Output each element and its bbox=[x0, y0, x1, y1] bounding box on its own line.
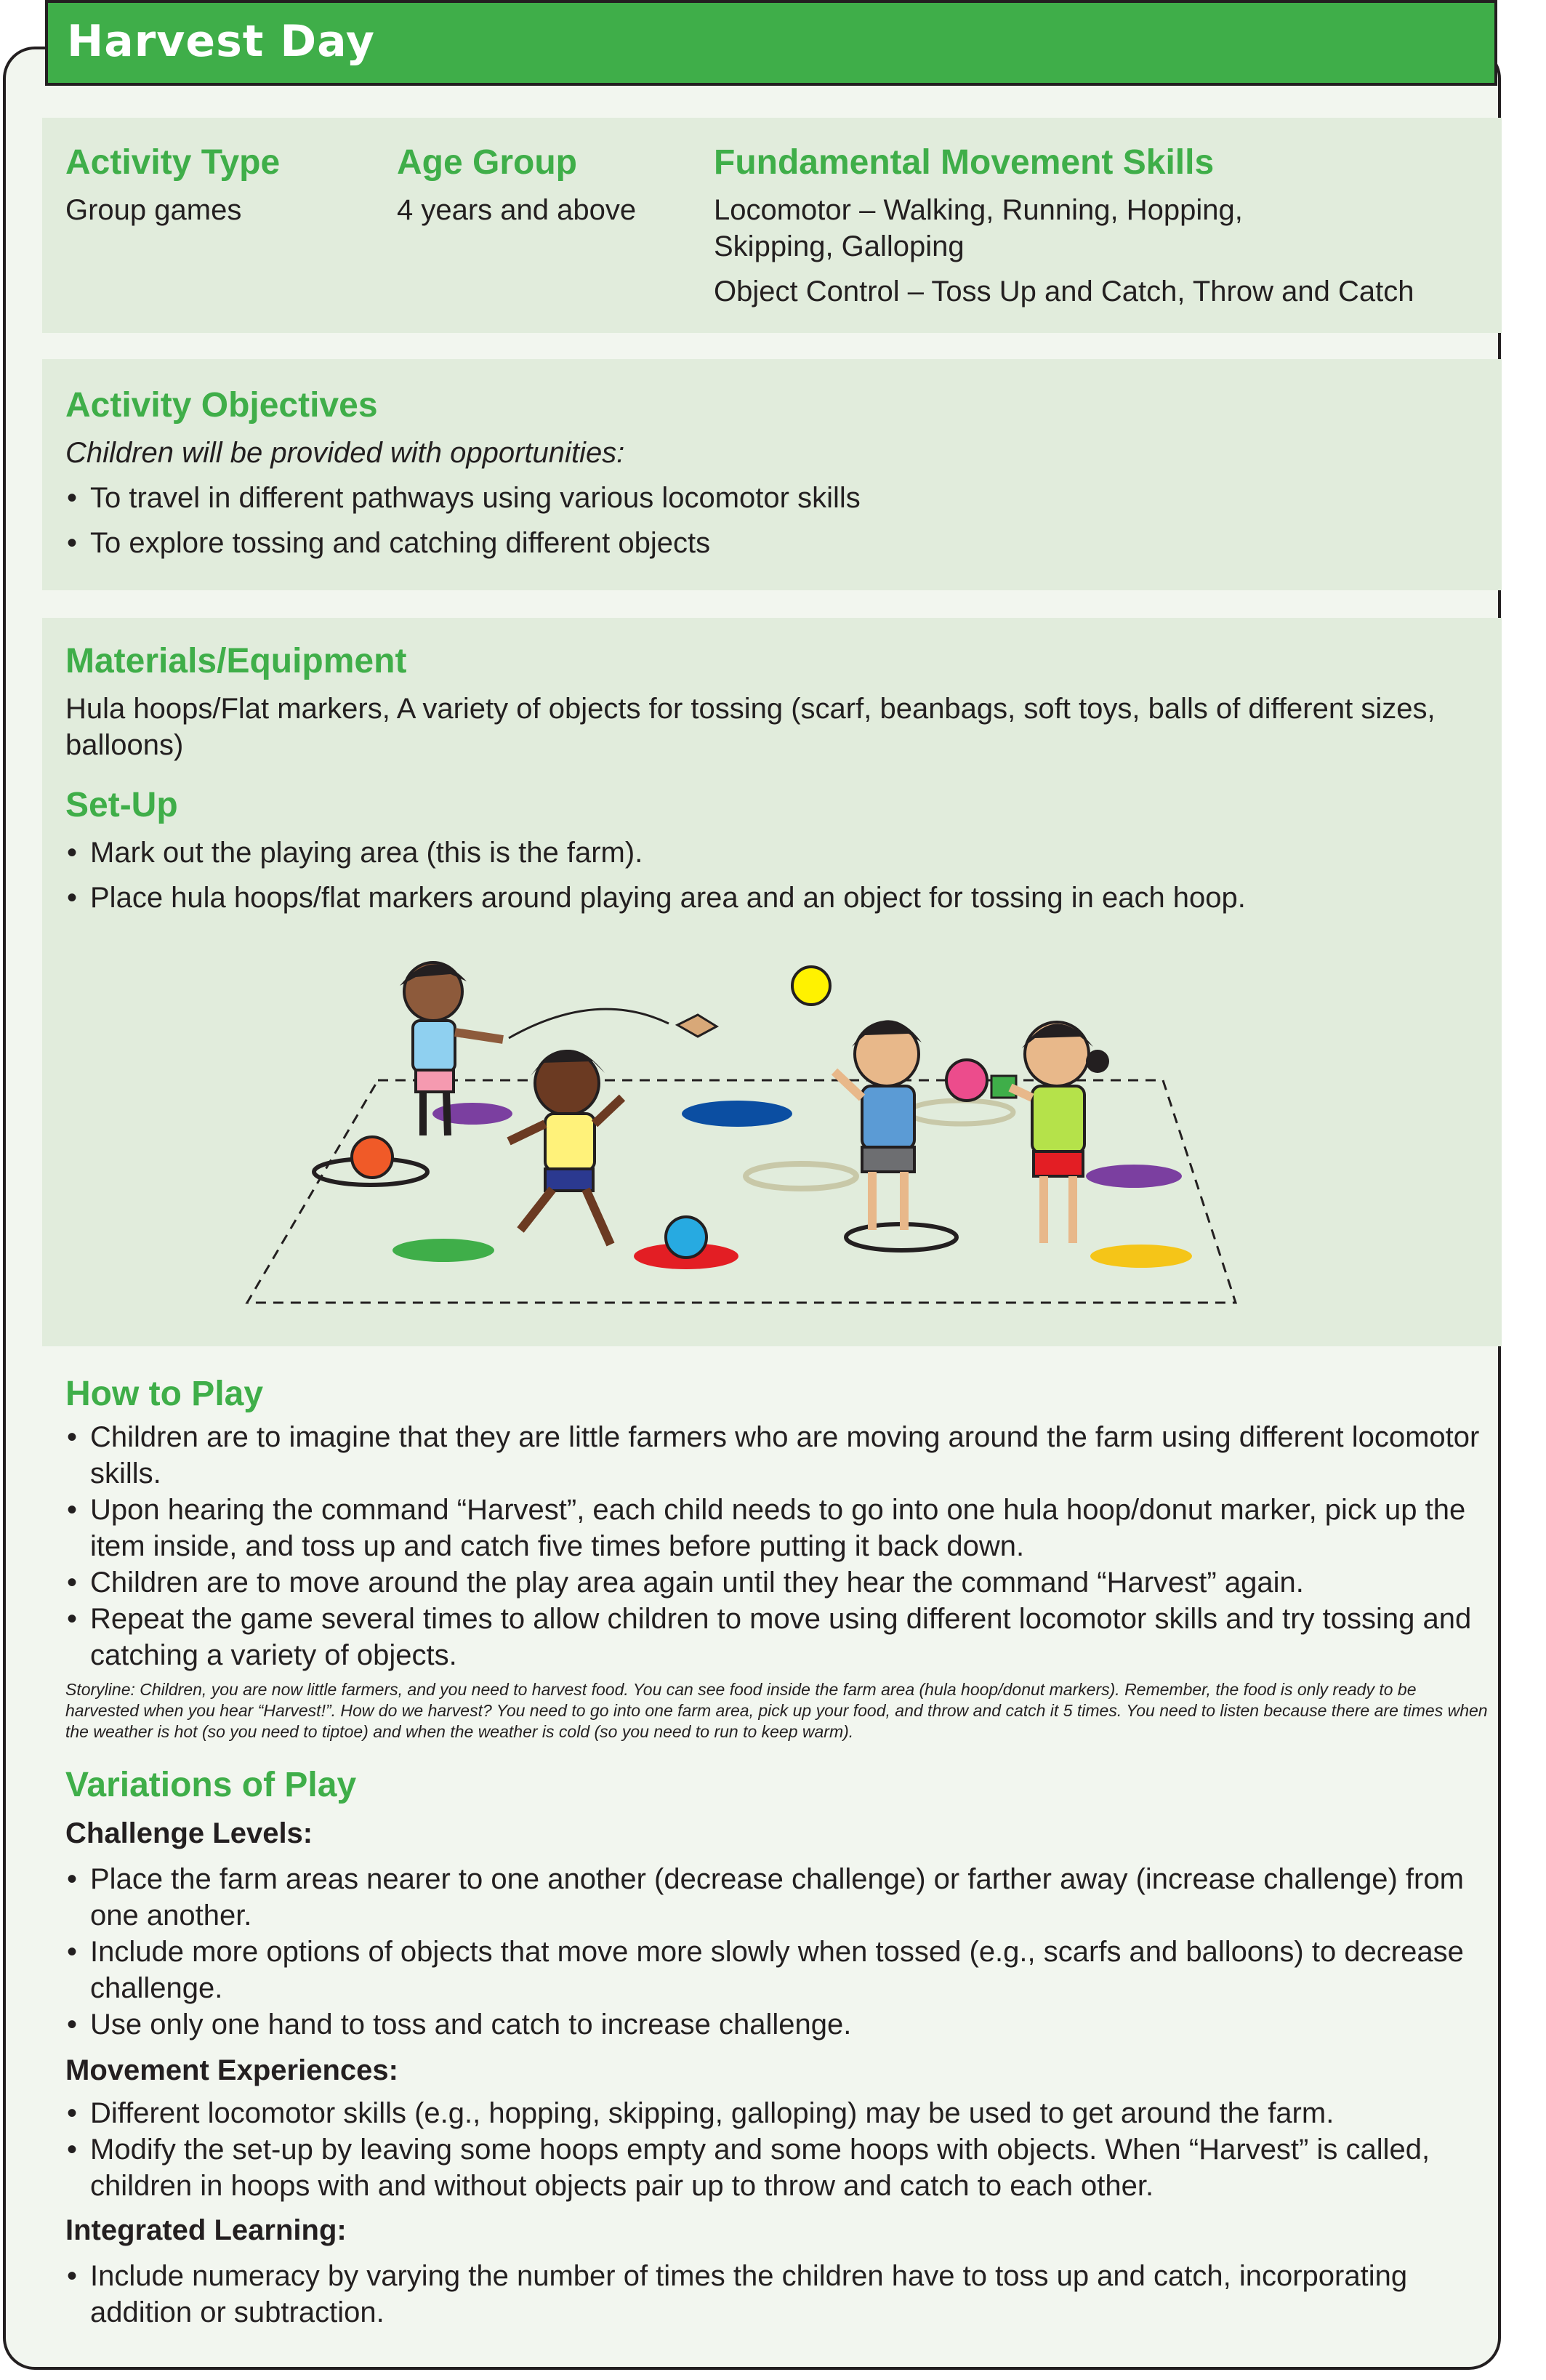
page-title: Harvest Day bbox=[67, 16, 375, 67]
variations-heading: Variations of Play bbox=[65, 1766, 357, 1804]
list-item: • Different locomotor skills (e.g., hopping, skipping, galloping) may be used to get around the farm. bbox=[65, 2095, 1490, 2131]
objectives-list bbox=[65, 480, 1446, 570]
child-figure bbox=[1010, 1022, 1109, 1243]
beanbag-flying bbox=[677, 1015, 717, 1037]
activity-type-label: Activity Type bbox=[65, 143, 281, 182]
marker bbox=[392, 1239, 494, 1262]
list-item: • Children are to imagine that they are little farmers who are moving around the farm using different locomotor skills. bbox=[65, 1419, 1490, 1492]
fms-label: Fundamental Movement Skills bbox=[714, 143, 1215, 182]
activity-type-value: Group games bbox=[65, 194, 242, 226]
challenge-levels-heading: Challenge Levels: bbox=[65, 1817, 313, 1849]
movement-experiences-heading: Movement Experiences: bbox=[65, 2054, 398, 2086]
list-item: • Upon hearing the command “Harvest”, each child needs to go into one hula hoop/donut marker, pick up the item inside, and toss up and catch five times before putting it back down. bbox=[65, 1492, 1490, 1564]
fms-locomotor: Locomotor – Walking, Running, Hopping, Skipping, Galloping bbox=[714, 194, 1243, 262]
title-bar bbox=[45, 0, 1497, 86]
list-item: • Mark out the playing area (this is the farm). bbox=[65, 835, 1490, 871]
setup-heading: Set-Up bbox=[65, 786, 178, 824]
how-to-play-heading: How to Play bbox=[65, 1375, 264, 1413]
list-item: • Children are to move around the play area again until they hear the command “Harvest” again. bbox=[65, 1564, 1490, 1601]
toss-arc bbox=[509, 1009, 669, 1038]
list-item: • Use only one hand to toss and catch to increase challenge. bbox=[65, 2006, 1490, 2043]
list-item: • Repeat the game several times to allow children to move using different locomotor skills and try tossing and catching a variety of objects. bbox=[65, 1601, 1490, 1673]
fms-object-control: Object Control – Toss Up and Catch, Throw and Catch bbox=[714, 276, 1414, 307]
age-group-label: Age Group bbox=[397, 143, 577, 182]
playground-illustration bbox=[233, 945, 1265, 1323]
list-item: • Place the farm areas nearer to one another (decrease challenge) or farther away (increase challenge) from one another. bbox=[65, 1861, 1490, 1934]
marker bbox=[1090, 1245, 1192, 1268]
hoop bbox=[746, 1164, 856, 1189]
list-item: • Include more options of objects that move more slowly when tossed (e.g., scarfs and balloons) to decrease challenge. bbox=[65, 1934, 1490, 2006]
ball bbox=[352, 1137, 392, 1178]
objectives-intro: Children will be provided with opportunities: bbox=[65, 437, 625, 469]
ball bbox=[792, 967, 830, 1005]
objectives-heading: Activity Objectives bbox=[65, 386, 378, 425]
materials-text: Hula hoops/Flat markers, A variety of objects for tossing (scarf, beanbags, soft toys, balls of different sizes, balloons) bbox=[65, 693, 1436, 761]
list-item: • Modify the set-up by leaving some hoops empty and some hoops with objects. When “Harvest” is called, children in hoops with and without objects pair up to throw and catch to each other. bbox=[65, 2131, 1490, 2204]
child-figure bbox=[509, 1050, 622, 1245]
marker bbox=[682, 1101, 792, 1127]
ball bbox=[946, 1060, 987, 1101]
age-group-value: 4 years and above bbox=[397, 194, 637, 226]
movement-experiences-list bbox=[65, 2095, 1490, 2204]
ball bbox=[666, 1217, 706, 1258]
how-to-play-list bbox=[65, 1419, 1490, 1673]
integrated-learning-heading: Integrated Learning: bbox=[65, 2214, 347, 2246]
child-figure bbox=[834, 1020, 922, 1230]
storyline-text: Storyline: Children, you are now little farmers, and you need to harvest food. You can see food inside the farm area (hula hoop/donut markers). Remember, the food is only ready to be harvested when you hear “Harvest!”. How do we harvest? You need to go into one farm area, pick up your food, and throw and catch it 5 times. You need to listen because there are times when the weather is hot (so you need to tiptoe) and when the weather is cold (so you need to run to keep warm). bbox=[65, 1680, 1488, 1741]
integrated-learning-list bbox=[65, 2258, 1490, 2331]
hoop bbox=[909, 1101, 1013, 1124]
list-item: • To explore tossing and catching different objects bbox=[65, 525, 1446, 561]
marker bbox=[1086, 1165, 1182, 1188]
materials-heading: Materials/Equipment bbox=[65, 642, 407, 680]
list-item: • Include numeracy by varying the number of times the children have to toss up and catch, incorporating addition or subtraction. bbox=[65, 2258, 1490, 2331]
challenge-levels-list bbox=[65, 1861, 1490, 2043]
setup-list bbox=[65, 835, 1490, 925]
list-item: • Place hula hoops/flat markers around playing area and an object for tossing in each hoop. bbox=[65, 880, 1490, 916]
list-item: • To travel in different pathways using various locomotor skills bbox=[65, 480, 1446, 516]
